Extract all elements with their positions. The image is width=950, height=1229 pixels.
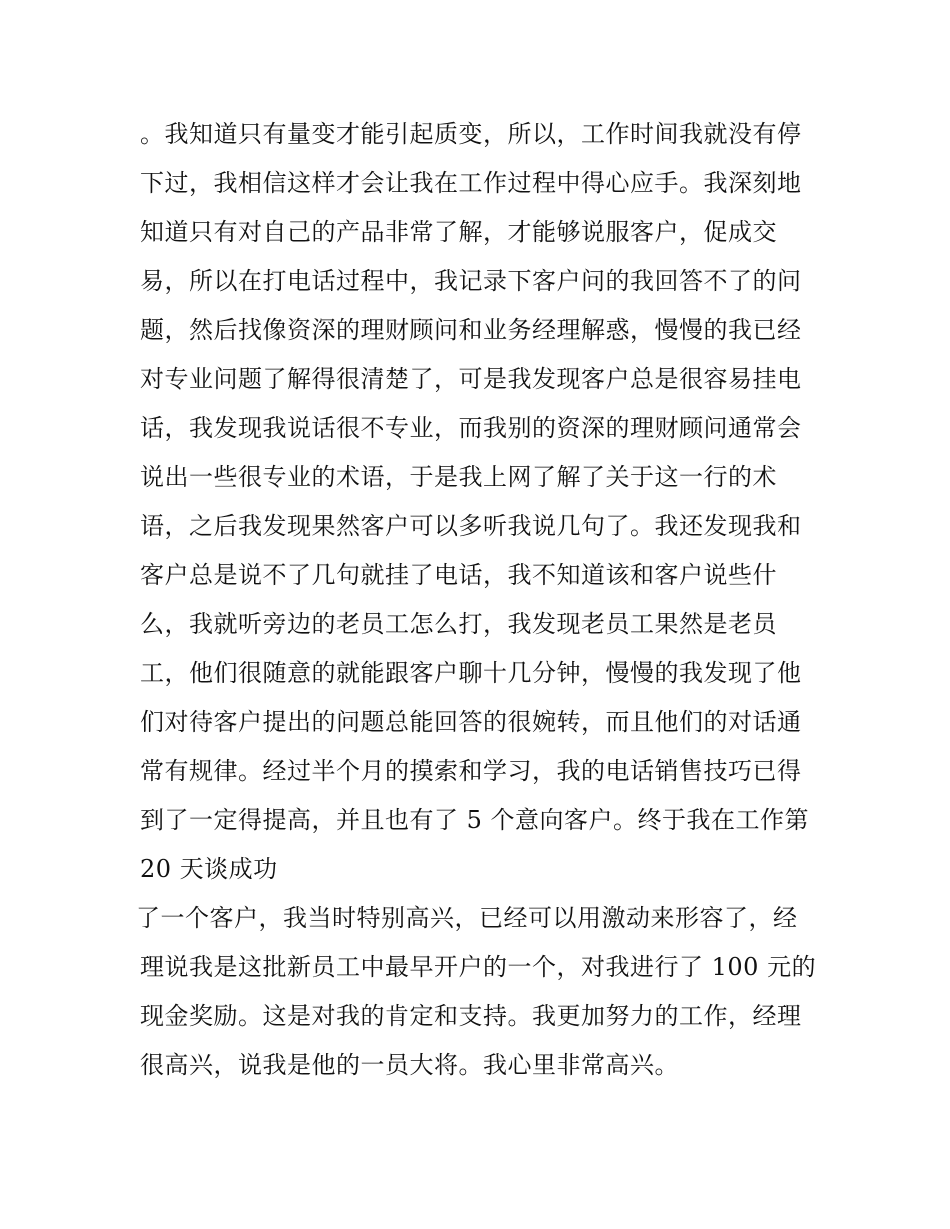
body-paragraph: [136, 110, 830, 1090]
text-line-8: 说出一些很专业的术语，于是我上网了解了关于这一行的术: [140, 463, 777, 491]
text-line-18: 理说我是这批新员工中最早开户的一个，对我进行了 100 元的: [140, 953, 817, 981]
text-line-17: 了一个客户，我当时特别高兴，已经可以用激动来形容了，经: [136, 904, 798, 932]
text-line-2: 下过，我相信这样才会让我在工作过程中得心应手。我深刻地: [140, 169, 802, 197]
text-line-5: 题，然后找像资深的理财顾问和业务经理解惑，慢慢的我已经: [140, 316, 802, 344]
text-line-7: 话，我发现我说话很不专业，而我别的资深的理财顾问通常会: [140, 414, 802, 442]
text-line-14: 常有规律。经过半个月的摸索和学习，我的电话销售技巧已得: [140, 757, 802, 785]
text-line-11: 么，我就听旁边的老员工怎么打，我发现老员工果然是老员: [140, 610, 777, 638]
text-line-1: 。我知道只有量变才能引起质变，所以，工作时间我就没有停: [140, 120, 802, 148]
text-line-16: 20 天谈成功: [140, 855, 278, 883]
text-line-15: 到了一定得提高，并且也有了 5 个意向客户。终于我在工作第: [140, 806, 810, 834]
text-line-9: 语，之后我发现果然客户可以多听我说几句了。我还发现我和: [140, 512, 802, 540]
text-line-4: 易，所以在打电话过程中，我记录下客户问的我回答不了的问: [140, 267, 802, 295]
text-line-3: 知道只有对自己的产品非常了解，才能够说服客户，促成交: [140, 218, 777, 246]
text-line-10: 客户总是说不了几句就挂了电话，我不知道该和客户说些什: [140, 561, 777, 589]
text-line-6: 对专业问题了解得很清楚了，可是我发现客户总是很容易挂电: [140, 365, 802, 393]
text-line-19: 现金奖励。这是对我的肯定和支持。我更加努力的工作，经理: [140, 1002, 802, 1030]
text-line-13: 们对待客户提出的问题总能回答的很婉转，而且他们的对话通: [140, 708, 802, 736]
text-line-12: 工，他们很随意的就能跟客户聊十几分钟，慢慢的我发现了他: [140, 659, 802, 687]
text-line-20: 很高兴，说我是他的一员大将。我心里非常高兴。: [140, 1051, 679, 1079]
